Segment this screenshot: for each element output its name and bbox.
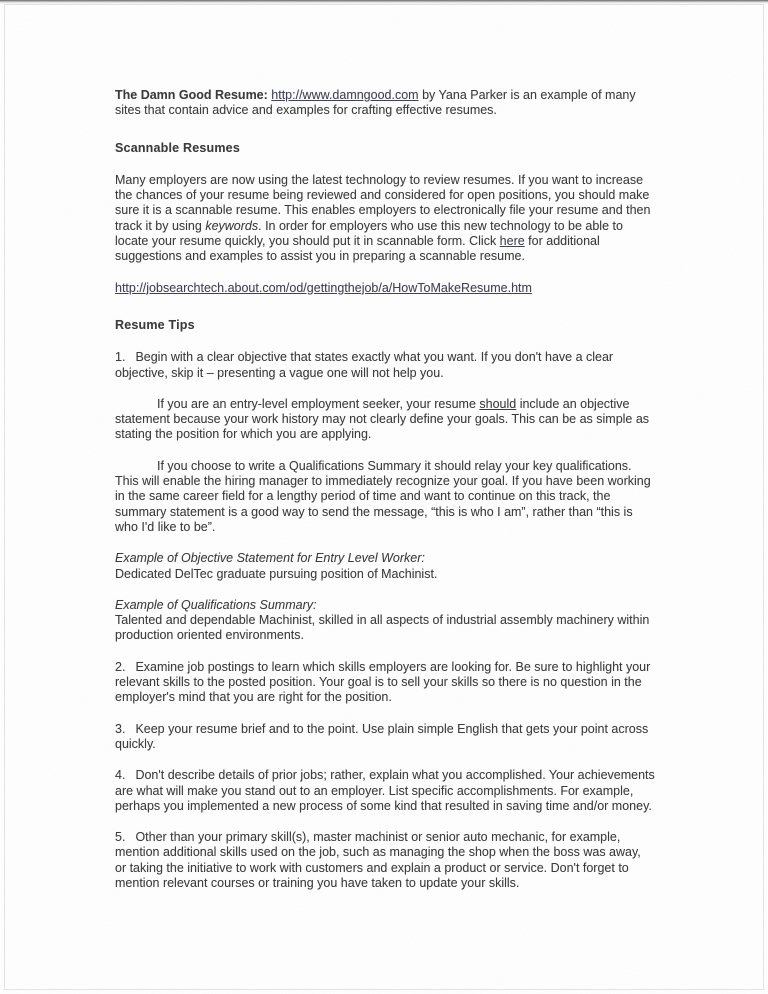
- example-summary-title: Example of Qualifications Summary:: [115, 597, 317, 612]
- tip-2-text: Examine job postings to learn which skills employers are looking for. Be sure to highlight your relevant skills to the posted position. Your goal is to sell your skills so there is no question in the employer's mind that you are right for the position.: [115, 659, 651, 705]
- tip-3-text: Keep your resume brief and to the point. Use plain simple English that gets your point across quickly.: [115, 721, 649, 751]
- tip-1-text: Begin with a clear objective that states exactly what you want. If you don't have a clear objective, skip it – presenting a vague one will not help you.: [115, 350, 614, 380]
- tip-4-number: 4.: [115, 768, 126, 783]
- damngood-link[interactable]: http://www.damngood.com: [271, 88, 419, 102]
- tip-1-sub-paragraph-1: [115, 397, 655, 443]
- tip-1-number: 1.: [115, 350, 126, 365]
- intro-text: by Yana Parker is an example of many sites that contain advice and examples for crafting effective resumes.: [115, 88, 636, 118]
- tip-3: [115, 722, 655, 753]
- tip-4-text: Don't describe details of prior jobs; rather, explain what you accomplished. Your achievements are what will make you stand out to an employer. List specific accomplishments. For example, perhaps you implemented a new process of some kind that resulted in saving time and/or money.: [115, 768, 655, 813]
- scannable-text-3: for additional suggestions and examples to assist you in preparing a scannable resume.: [115, 234, 600, 264]
- tip-5-text: Other than your primary skill(s), master machinist or senior auto mechanic, for example, mention additional skills used on the job, such as managing the shop when the boss was away, or taking the initiative to work with customers and explain a product or service. Don't forget to mention relevant courses or training you have taken to update your skills.: [115, 830, 641, 890]
- intro-paragraph: [115, 88, 655, 119]
- intro-bold-title: The Damn Good Resume:: [115, 88, 268, 102]
- scannable-text-2: . In order for employers who use this new technology to be able to locate your resume quickly, you should put it in scannable form. Click: [115, 218, 623, 249]
- should-underlined-text: should: [479, 396, 517, 411]
- url-line: [115, 281, 655, 296]
- scannable-resumes-heading: Scannable Resumes: [115, 140, 240, 155]
- example-summary-body: Talented and dependable Machinist, skilled in all aspects of industrial assembly machinery within production oriented environments.: [115, 613, 650, 643]
- tip-2-number: 2.: [115, 659, 126, 674]
- tip-3-number: 3.: [115, 721, 126, 736]
- tip-5-number: 5.: [115, 830, 126, 845]
- scannable-text-1: Many employers are now using the latest technology to review resumes. If you want to increase the chances of your resume being reviewed and considered for open positions, you should make sure it is a scannable resume. This enables employers to electronically file your resume and then track it by using: [115, 172, 651, 233]
- example-objective-body: Dedicated DelTec graduate pursuing position of Machinist.: [115, 566, 438, 581]
- tip-1: [115, 350, 655, 381]
- example-objective-title: Example of Objective Statement for Entry Level Worker:: [115, 551, 425, 566]
- jobsearchtech-link[interactable]: http://jobsearchtech.about.com/od/gettingthejob/a/HowToMakeResume.htm: [115, 280, 532, 295]
- tip-1-sub-1-text-1: If you are an entry-level employment seeker, your resume: [157, 396, 480, 411]
- tip-4: [115, 768, 655, 814]
- resume-tips-heading: Resume Tips: [115, 317, 195, 332]
- example-objective-statement: [115, 551, 655, 582]
- document-content: [115, 88, 655, 907]
- scannable-paragraph: [115, 173, 655, 265]
- keywords-italic-text: keywords: [205, 218, 259, 233]
- tip-1-sub-1-text-2: include an objective statement because your work history may not clearly define your goals. This can be as simple as stating the position for which you are applying.: [115, 396, 650, 442]
- tip-1-sub-paragraph-2: If you choose to write a Qualifications Summary it should relay your key qualifications. This will enable the hiring manager to immediately recognize your goal. If you have been working in the same career field for a lengthy period of time and want to continue on this track, the summary statement is a good way to send the message, “this is who I am”, rather than “this is who I'd like to be”.: [115, 458, 651, 534]
- tip-2: [115, 660, 655, 706]
- here-link[interactable]: here: [499, 234, 525, 249]
- scan-edge-artifact: [0, 0, 768, 4]
- example-qualifications-summary: [115, 598, 655, 644]
- tip-5: [115, 830, 655, 891]
